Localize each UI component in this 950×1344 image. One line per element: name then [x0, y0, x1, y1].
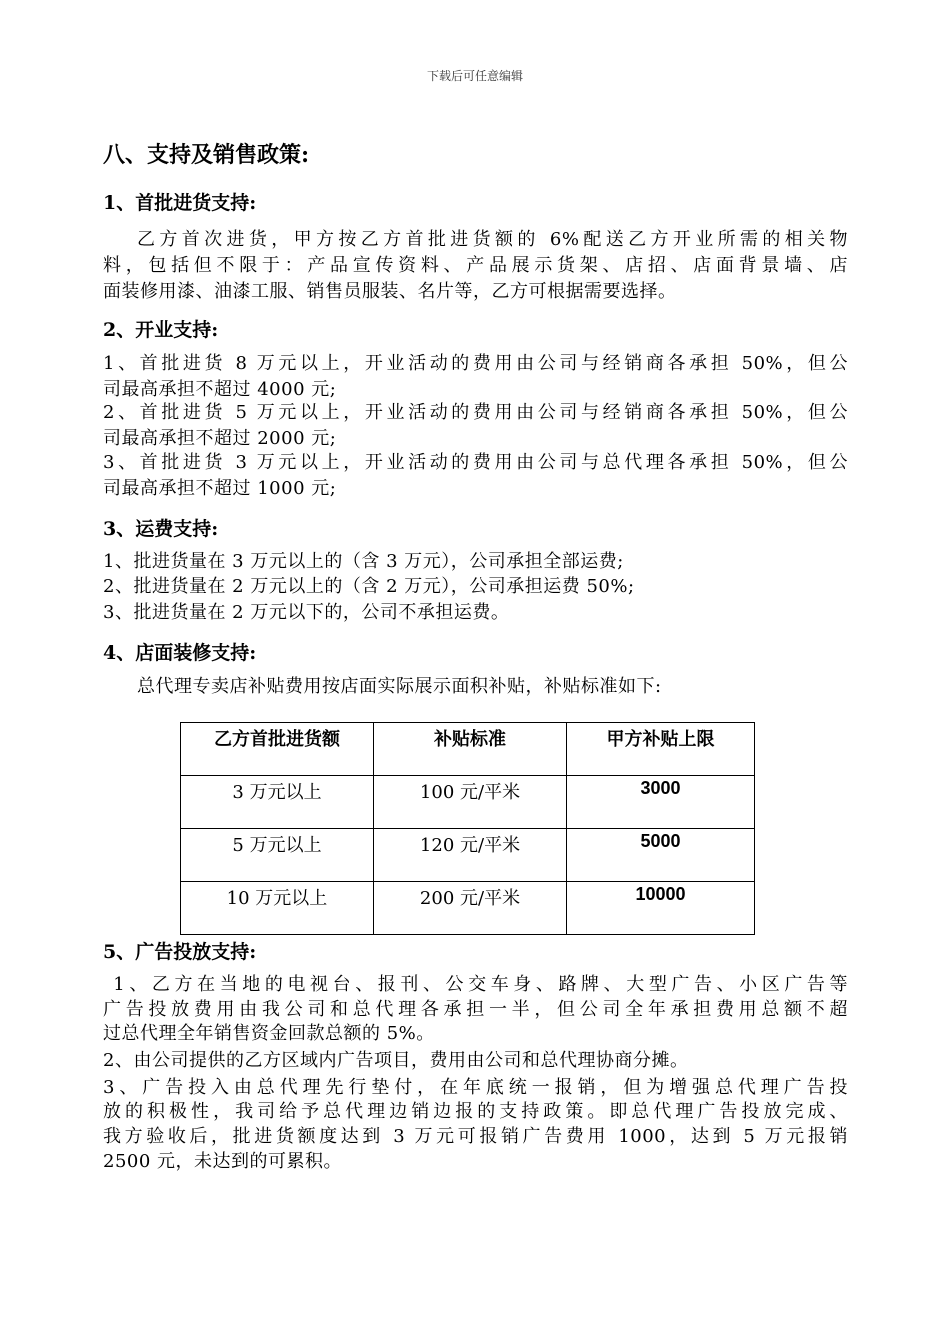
table-cell: 3000 [567, 776, 755, 829]
section-title: 八、支持及销售政策: [103, 142, 310, 168]
s5-line: 2、由公司提供的乙方区域内广告项目，费用由公司和总代理协商分摊。 [103, 1050, 689, 1071]
s1-line: 料，包括但不限于：产品宣传资料、产品展示货架、店招、店面背景墙、店 [103, 255, 848, 276]
table-cell: 100 元/平米 [374, 776, 567, 829]
s5-line: 过总代理全年销售资金回款总额的 5%。 [103, 1023, 435, 1044]
table-header: 乙方首批进货额 [181, 723, 374, 776]
table-header: 补贴标准 [374, 723, 567, 776]
table-cell: 200 元/平米 [374, 882, 567, 935]
s5-line: 我方验收后，批进货额度达到 3 万元可报销广告费用 1000，达到 5 万元报销 [103, 1126, 848, 1147]
s2-line: 2、首批进货 5 万元以上，开业活动的费用由公司与经销商各承担 50%，但公 [103, 402, 848, 423]
table-row [181, 882, 755, 935]
table-header-row [181, 723, 755, 776]
s1-line: 乙方首次进货，甲方按乙方首批进货额的 6%配送乙方开业所需的相关物 [137, 229, 848, 250]
s4-intro: 总代理专卖店补贴费用按店面实际展示面积补贴，补贴标准如下: [137, 676, 662, 697]
s5-line: 放的积极性，我司给予总代理边销边报的支持政策。即总代理广告投放完成、 [103, 1101, 848, 1122]
table-cell: 5 万元以上 [181, 829, 374, 882]
s3-line: 1、批进货量在 3 万元以上的（含 3 万元），公司承担全部运费; [103, 551, 624, 572]
s2-line: 3、首批进货 3 万元以上，开业活动的费用由公司与总代理各承担 50%，但公 [103, 452, 848, 473]
s3-line: 2、批进货量在 2 万元以上的（含 2 万元），公司承担运费 50%; [103, 576, 635, 597]
table-cell: 120 元/平米 [374, 829, 567, 882]
s2-line: 司最高承担不超过 1000 元; [103, 478, 337, 499]
table-row [181, 829, 755, 882]
s5-line: 1、乙方在当地的电视台、报刊、公交车身、路牌、大型广告、小区广告等 [103, 974, 848, 995]
s2-line: 司最高承担不超过 4000 元; [103, 379, 337, 400]
table-header: 甲方补贴上限 [567, 723, 755, 776]
s5-title: 5、广告投放支持: [103, 941, 257, 963]
s2-title: 2、开业支持: [103, 319, 219, 341]
s1-line: 面装修用漆、油漆工服、销售员服装、名片等，乙方可根据需要选择。 [103, 281, 677, 302]
s2-line: 司最高承担不超过 2000 元; [103, 428, 337, 449]
table-cell: 10 万元以上 [181, 882, 374, 935]
subsidy-table [180, 722, 755, 935]
s3-line: 3、批进货量在 2 万元以下的，公司不承担运费。 [103, 602, 510, 623]
table-row [181, 776, 755, 829]
header-note: 下载后可任意编辑 [426, 69, 523, 83]
s5-line: 3、广告投入由总代理先行垫付，在年底统一报销，但为增强总代理广告投 [103, 1077, 848, 1098]
s3-title: 3、运费支持: [103, 518, 219, 540]
s5-line: 2500 元，未达到的可累积。 [103, 1151, 343, 1172]
table-cell: 3 万元以上 [181, 776, 374, 829]
table-cell: 5000 [567, 829, 755, 882]
s1-title: 1、首批进货支持: [103, 192, 257, 214]
s5-line: 广告投放费用由我公司和总代理各承担一半，但公司全年承担费用总额不超 [103, 999, 848, 1020]
table-cell: 10000 [567, 882, 755, 935]
s2-line: 1、首批进货 8 万元以上，开业活动的费用由公司与经销商各承担 50%，但公 [103, 353, 848, 374]
s4-title: 4、店面装修支持: [103, 642, 257, 664]
